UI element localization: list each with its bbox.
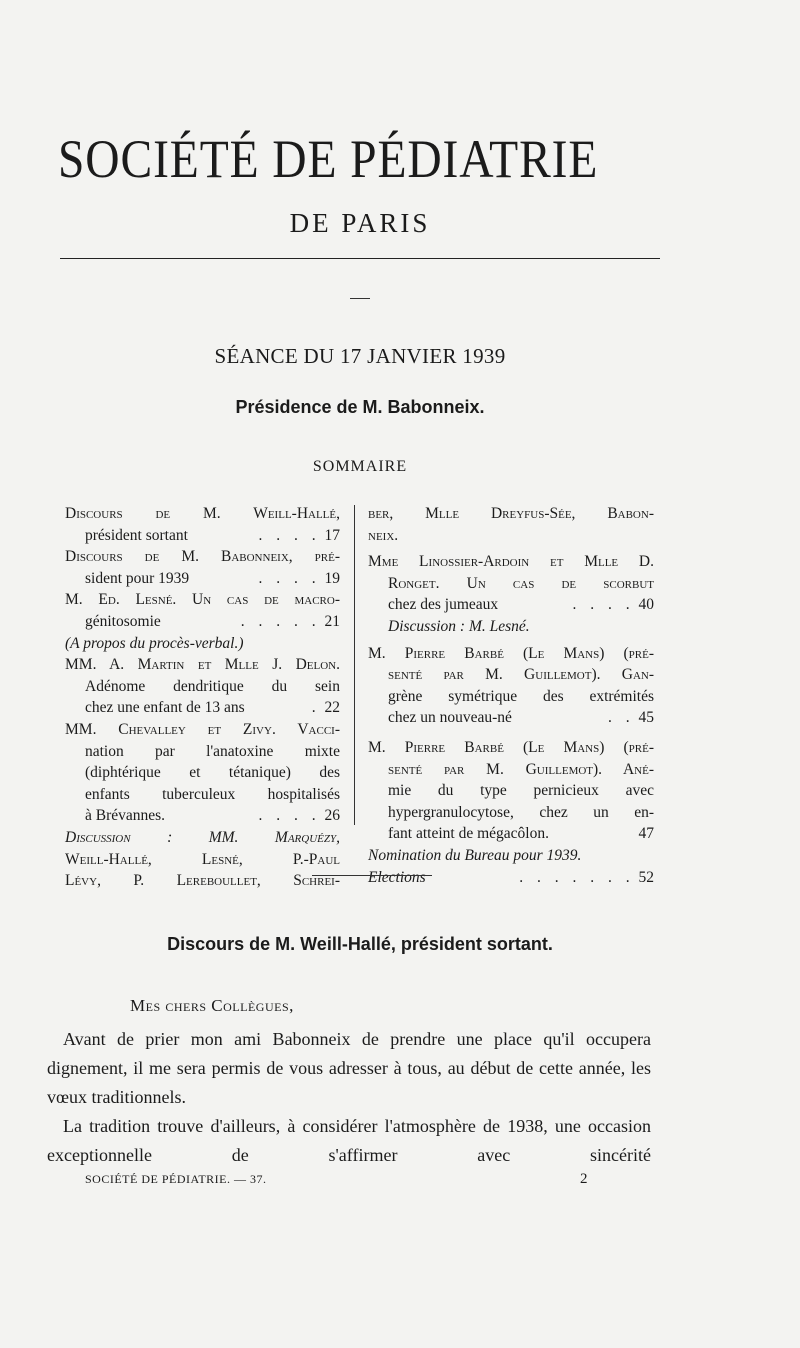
toc-page: 47 [638,825,654,843]
toc-page: 45 [638,709,654,727]
toc-leader: . . . . . . . [519,868,635,886]
toc-line [65,568,340,590]
sommaire-right-column [368,503,654,888]
toc-text: génitosomie [85,612,161,630]
short-rule [350,298,370,299]
toc-page: 40 [638,596,654,614]
toc-text: chez un nouveau-né [388,709,512,727]
toc-leader: . . . . [258,526,321,544]
toc-page: 26 [324,807,340,825]
society-subtitle: DE PARIS [289,208,431,238]
toc-note: (A propos du procès-verbal.) [65,634,244,652]
presidence-line: Présidence de M. Babonneix. [235,397,485,417]
toc-line: Lévy, P. Lereboullet, Schrei- [65,872,340,890]
society-title: SOCIÉTÉ DE PÉDIATRIE [58,129,599,189]
toc-text: chez des jumeaux [388,596,499,614]
toc-line [368,867,654,889]
toc-page: 19 [324,569,340,587]
toc-line: mie du type pernicieux avec [388,782,654,800]
toc-line: grène symétrique des extrémités [388,687,654,705]
toc-text: à Brévannes. [85,807,166,825]
toc-page: 21 [324,612,340,630]
toc-entry [65,503,340,546]
toc-leader: . . . . [258,807,321,825]
toc-entry [368,643,654,729]
toc-line [368,823,654,845]
toc-line: nation par l'anatoxine mixte [85,742,340,760]
toc-line: M. Pierre Barbé (Le Mans) (pré- [368,738,654,756]
toc-entry [368,551,654,637]
toc-entry [368,867,654,889]
toc-line: senté par M. Guillemot). Gan- [388,666,654,684]
speech-body [47,1025,651,1170]
title-rule [60,258,660,259]
toc-text: Elections [368,868,426,886]
footer-sheet-number: 2 [580,1171,588,1187]
toc-line: Mme Linossier-Ardoin et Mlle D. [368,553,654,571]
toc-line: Ronget. Un cas de scorbut [388,574,654,592]
speech-paragraph: Avant de prier mon ami Babonneix de prendre une place qu'il occupera dignement, il me sera permis de vous adresser à tous, au début de cette année, les vœux traditionnels. [47,1029,651,1107]
toc-line [65,697,340,719]
sommaire-left-column [65,503,340,892]
toc-line: Adénome dendritique du sein [85,677,340,695]
toc-line: neix. [368,526,399,544]
toc-line: hypergranulocytose, chez un en- [388,803,654,821]
toc-leader: . [311,699,321,717]
toc-line [65,525,340,547]
toc-line: MM. Chevalley et Zivy. Vacci- [65,720,340,738]
toc-text: fant atteint de mégacôlon. [388,825,549,843]
toc-text: chez une enfant de 13 ans [85,699,245,717]
toc-leader: . . . . . [240,612,321,630]
session-title: SÉANCE DU 17 JANVIER 1939 [214,344,506,368]
toc-line: Weill-Hallé, Lesné, P.-Paul [65,850,340,868]
toc-line [65,805,340,827]
toc-line [368,594,654,616]
toc-discussion: Discussion : MM. Marquézy, [65,828,340,846]
speech-title: Discours de M. Weill-Hallé, président sortant. [167,934,553,954]
toc-line: M. Pierre Barbé (Le Mans) (pré- [368,644,654,662]
toc-leader: . . [608,709,635,727]
toc-entry [65,546,340,589]
toc-line: (diphtérique et tétanique) des [85,764,340,782]
toc-line: Discours de M. Weill-Hallé, [65,505,340,522]
toc-page: 22 [324,699,340,717]
toc-line: senté par M. Guillemot). Ané- [388,760,654,778]
toc-page: 52 [638,868,654,886]
speech-salutation: Mes chers Collègues, [130,996,294,1015]
toc-entry [368,845,654,867]
toc-line: ber, Mlle Dreyfus-Sée, Babon- [368,505,654,522]
speech-paragraph: La tradition trouve d'ailleurs, à considérer l'atmosphère de 1938, une occasion exceptionnelle de s'affirmer avec sincérité [47,1116,651,1165]
toc-line: Discours de M. Babonneix, pré- [65,548,340,566]
toc-line: M. Ed. Lesné. Un cas de macro- [65,591,340,609]
toc-entry [65,719,340,892]
sommaire-heading: SOMMAIRE [312,458,408,475]
toc-entry [368,503,654,546]
toc-leader: . . . . [258,569,321,587]
footer-signature: SOCIÉTÉ DE PÉDIATRIE. — 37. [85,1172,267,1186]
toc-page: 17 [324,526,340,544]
column-divider [354,505,355,825]
toc-text: président sortant [85,526,188,544]
toc-line: MM. A. Martin et Mlle J. Delon. [65,656,340,674]
toc-line: Nomination du Bureau pour 1939. [368,846,582,864]
toc-discussion: Discussion : M. Lesné. [388,617,530,635]
toc-text: sident pour 1939 [85,569,190,587]
toc-entry [368,737,654,845]
toc-line: enfants tuberculeux hospitalisés [85,785,340,803]
toc-entry [65,654,340,719]
toc-line [65,611,340,633]
toc-leader: . . . . [572,596,635,614]
section-rule [312,875,432,876]
toc-entry [65,589,340,654]
toc-line [368,707,654,729]
